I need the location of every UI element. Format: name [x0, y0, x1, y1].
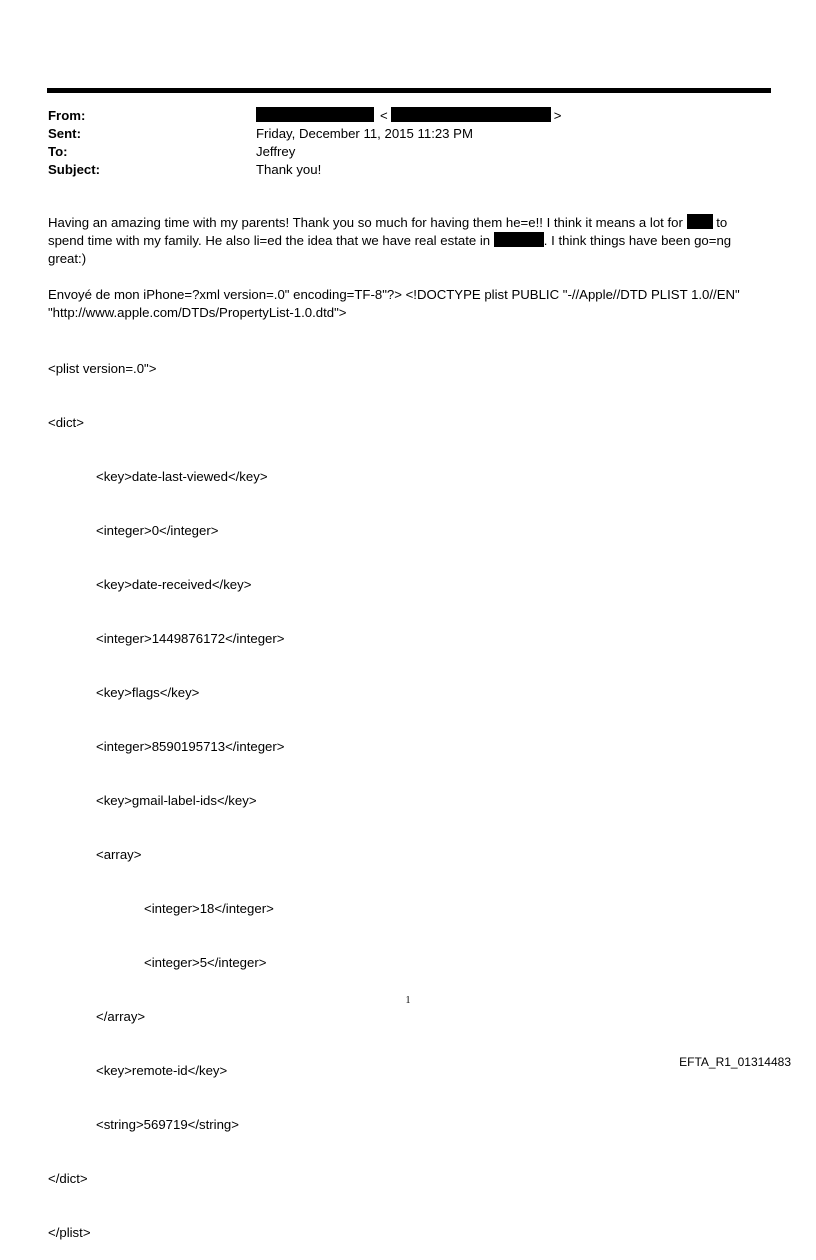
redaction-block [256, 107, 374, 122]
code-line: </dict> [48, 1171, 88, 1186]
code-line: <key>gmail-label-ids</key> [96, 793, 257, 808]
blank-line [48, 268, 768, 286]
redaction-block [494, 232, 544, 247]
code-line: <dict> [48, 415, 84, 430]
code-line: <integer>5</integer> [144, 955, 267, 970]
to-label: To: [48, 144, 68, 159]
code-line: <key>date-last-viewed</key> [96, 469, 268, 484]
code-line: <integer>0</integer> [96, 523, 219, 538]
body-text: Having an amazing time with my parents! Thank you so much for having them he=e!! I think it means a lot for [48, 215, 687, 230]
header-rule [47, 88, 771, 93]
plist-code [48, 324, 284, 1260]
subject-value: Thank you! [256, 162, 322, 177]
body-line: "http://www.apple.com/DTDs/PropertyList-1.0.dtd"> [48, 305, 347, 320]
code-line: </array> [96, 1009, 146, 1024]
code-line: <integer>1449876172</integer> [96, 631, 285, 646]
body-line [48, 214, 768, 232]
body-line: Envoyé de mon iPhone=?xml version=.0" encoding=TF-8"?> <!DOCTYPE plist PUBLIC "-//Apple//DTD PLIST 1.0//EN" [48, 287, 740, 302]
code-line: <key>remote-id</key> [96, 1063, 228, 1078]
subject-label: Subject: [48, 162, 101, 177]
bates-number: EFTA_R1_01314483 [679, 1055, 791, 1069]
from-value [256, 107, 561, 125]
code-line: <key>date-received</key> [96, 577, 252, 592]
code-line: <string>569719</string> [96, 1117, 239, 1132]
from-lt: < [380, 108, 388, 123]
to-value: Jeffrey [256, 144, 296, 159]
code-line: <array> [96, 847, 142, 862]
body-text: . I think things have been go=ng [543, 233, 732, 248]
page-number: 1 [405, 995, 411, 1006]
sent-value: Friday, December 11, 2015 11:23 PM [256, 126, 473, 141]
code-line: </plist> [48, 1225, 91, 1240]
redaction-block [391, 107, 551, 122]
from-label: From: [48, 108, 86, 123]
email-body [48, 214, 768, 322]
redaction-block [687, 214, 713, 229]
body-line: great:) [48, 251, 87, 266]
code-line: <integer>8590195713</integer> [96, 739, 285, 754]
body-line [48, 232, 768, 250]
body-text: spend time with my family. He also li=ed the idea that we have real estate in [48, 233, 494, 248]
from-gt: > [553, 108, 562, 123]
code-line: <key>flags</key> [96, 685, 200, 700]
body-text: to [712, 215, 728, 230]
code-line: <integer>18</integer> [144, 901, 274, 916]
code-line: <plist version=.0"> [48, 361, 157, 376]
sent-label: Sent: [48, 126, 81, 141]
